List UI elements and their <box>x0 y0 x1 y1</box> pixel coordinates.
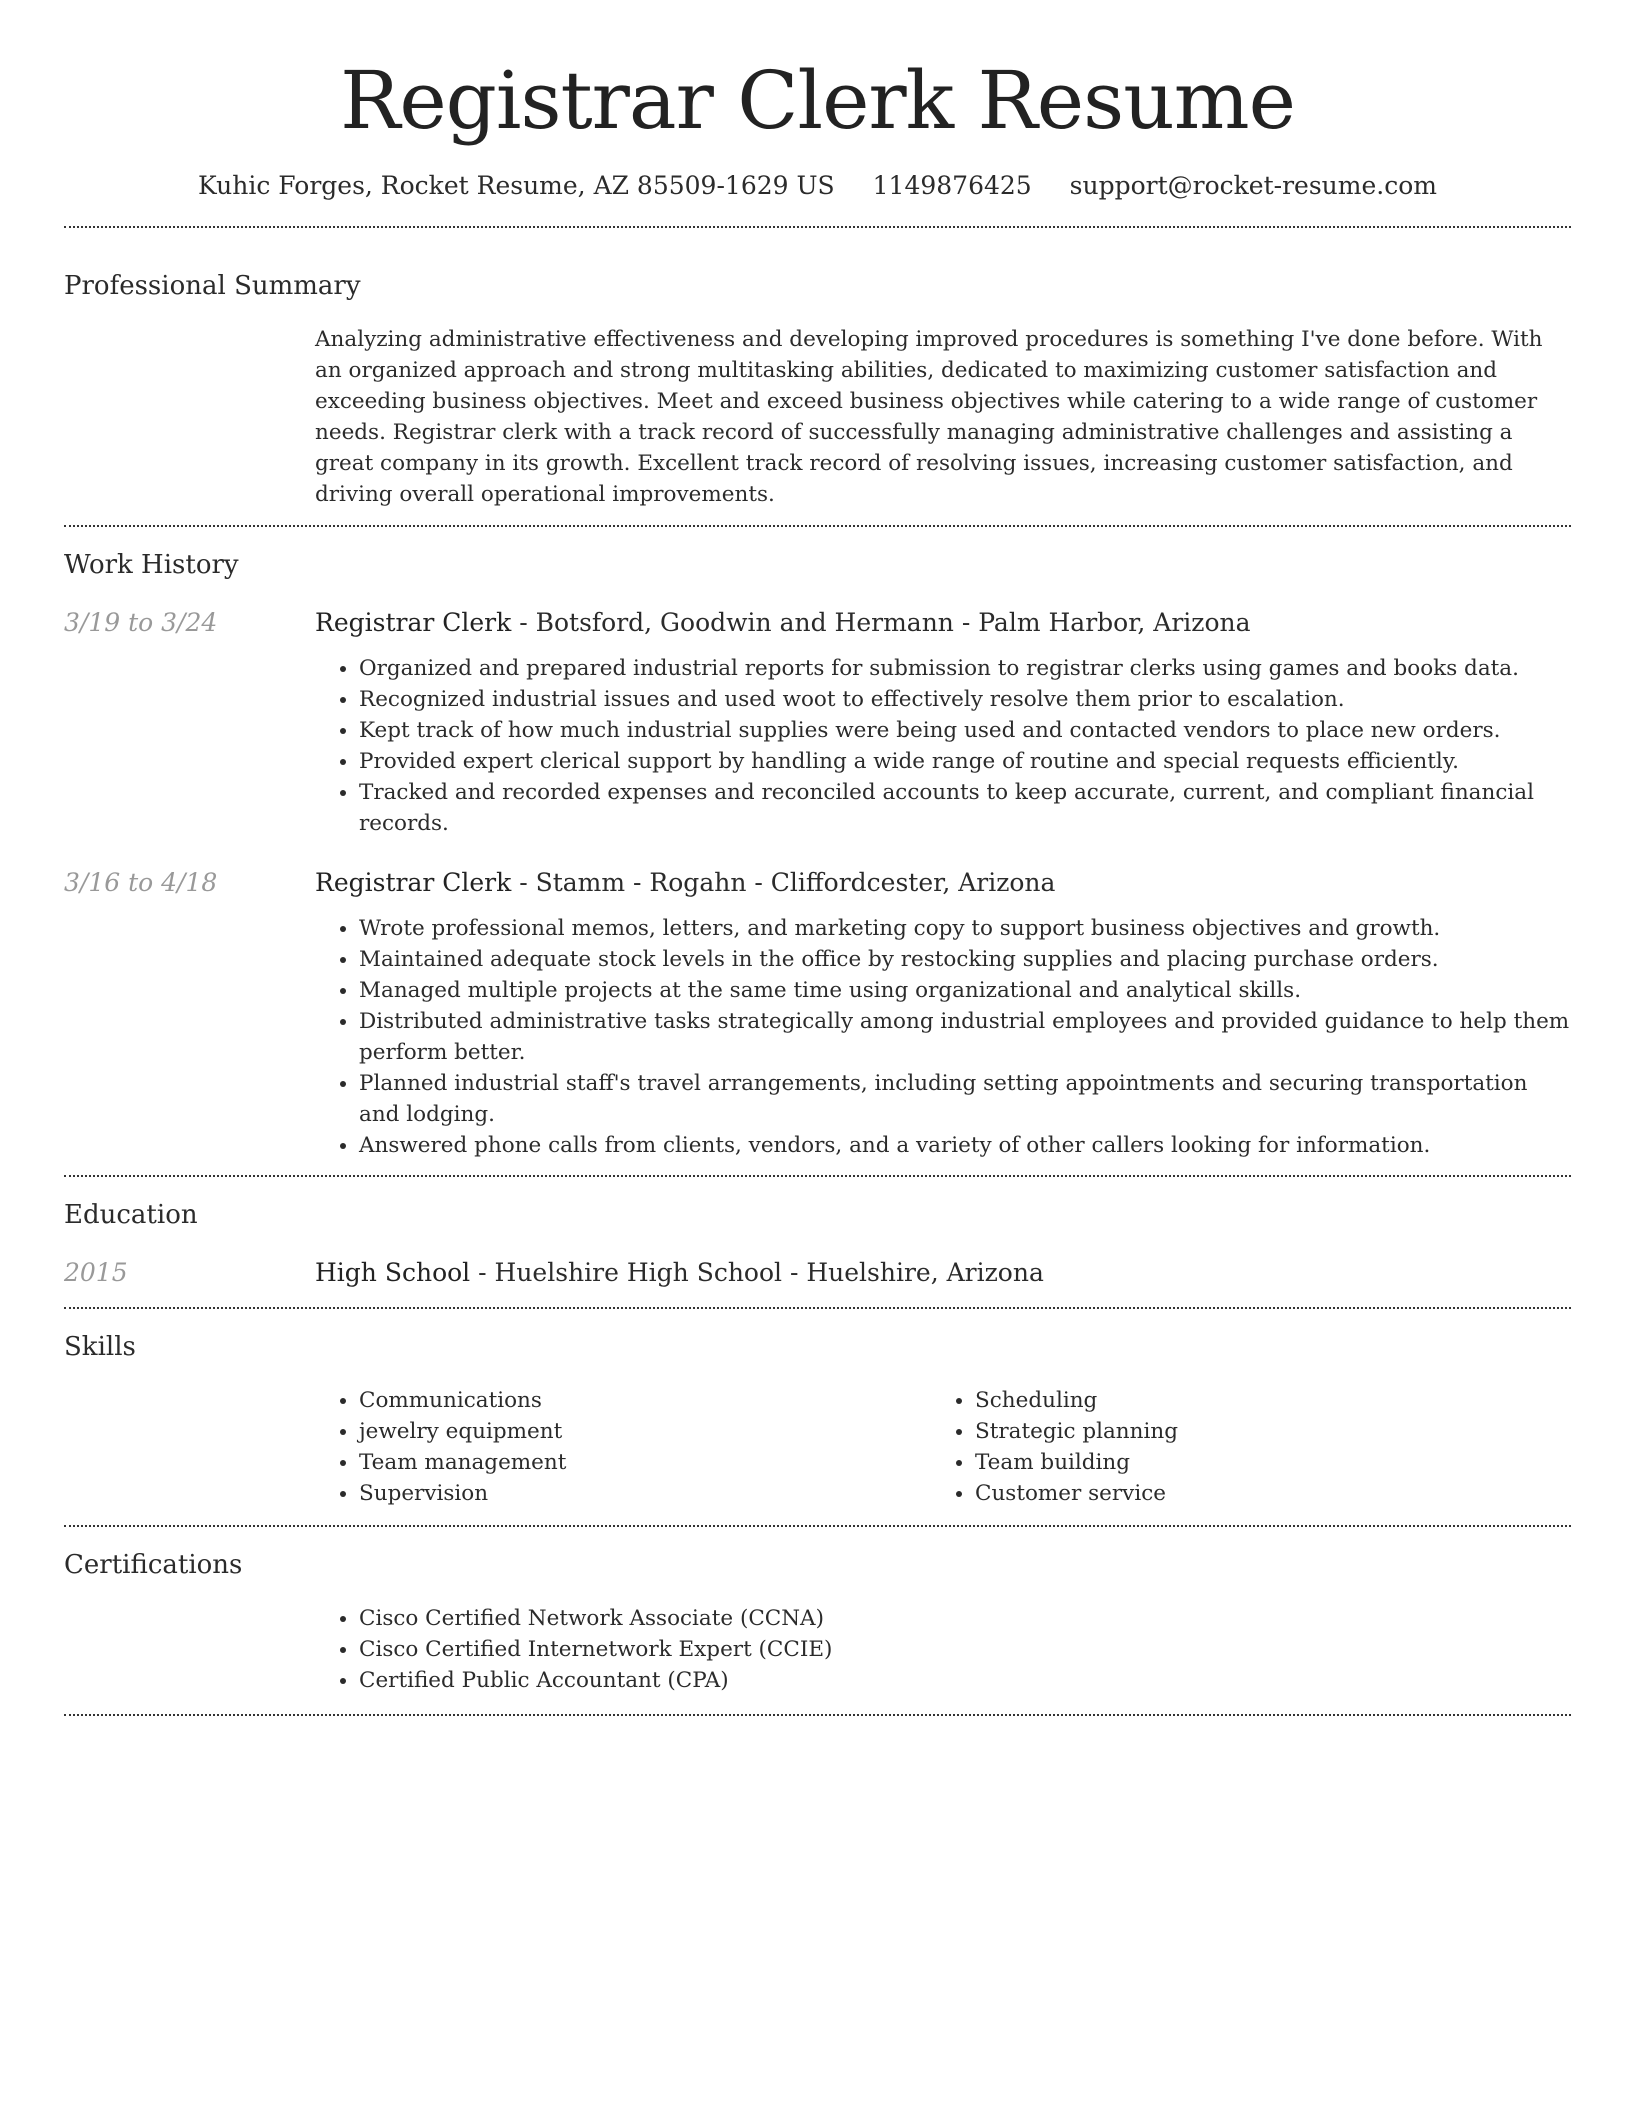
skills-column-left <box>315 1385 931 1509</box>
list-item: • Maintained adequate stock levels in the office by restocking supplies and placing purchase orders. <box>359 944 1571 975</box>
list-item: • Cisco Certified Internetwork Expert (CCIE) <box>359 1634 1571 1665</box>
list-item: • Managed multiple projects at the same time using organizational and analytical skills. <box>359 975 1571 1006</box>
summary-text: Analyzing administrative effectiveness and developing improved procedures is something I've done before. With an organized approach and strong multitasking abilities, dedicated to maximizing customer satisfaction and exceeding business objectives. Meet and exceed business objectives while catering to a wide range of customer needs. Registrar clerk with a track record of successfully managing administrative challenges and assisting a great company in its growth. Excellent track record of resolving issues, increasing customer satisfaction, and driving overall operational improvements. <box>315 327 1543 507</box>
list-item: • Scheduling <box>975 1385 1547 1416</box>
education-entry <box>64 1255 1571 1291</box>
section-title-work-history: Work History <box>64 550 239 580</box>
job-heading <box>315 865 1571 901</box>
resume-page <box>64 0 1571 1716</box>
education-details: - Huelshire High School - Huelshire, Arizona <box>470 1258 1044 1287</box>
resume-title: Registrar Clerk Resume <box>340 54 1295 147</box>
job-entry <box>64 605 1571 839</box>
list-item: • Communications <box>359 1385 931 1416</box>
job-role: Registrar Clerk <box>315 868 512 897</box>
list-item: • Answered phone calls from clients, vendors, and a variety of other callers looking for information. <box>359 1130 1571 1161</box>
job-entry <box>64 865 1571 1161</box>
list-item: • Organized and prepared industrial reports for submission to registrar clerks using games and books data. <box>359 653 1571 684</box>
divider <box>64 226 1571 228</box>
list-item: • Wrote professional memos, letters, and marketing copy to support business objectives and growth. <box>359 913 1571 944</box>
contact-line <box>64 166 1571 206</box>
list-item: • Cisco Certified Network Associate (CCNA) <box>359 1603 1571 1634</box>
skills-column-right <box>931 1385 1547 1509</box>
job-details: - Stamm - Rogahn - Cliffordcester, Arizona <box>511 868 1056 897</box>
section-title-education: Education <box>64 1200 198 1230</box>
section-title-certifications: Certifications <box>64 1550 243 1580</box>
section-title-skills: Skills <box>64 1332 136 1362</box>
list-item: • Supervision <box>359 1478 931 1509</box>
list-item: • jewelry equipment <box>359 1416 931 1447</box>
contact-email: support@rocket-resume.com <box>1069 171 1437 200</box>
education-year: 2015 <box>64 1258 128 1287</box>
job-bullets <box>315 653 1571 839</box>
list-item: • Team management <box>359 1447 931 1478</box>
divider <box>64 1714 1571 1716</box>
job-dates: 3/19 to 3/24 <box>64 608 218 637</box>
certifications-list <box>315 1603 1571 1696</box>
section-title-summary: Professional Summary <box>64 271 361 301</box>
job-heading <box>315 605 1571 641</box>
education-heading <box>315 1255 1571 1291</box>
list-item: • Tracked and recorded expenses and reconciled accounts to keep accurate, current, and compliant financial records. <box>359 777 1571 839</box>
list-item: • Recognized industrial issues and used woot to effectively resolve them prior to escalation. <box>359 684 1571 715</box>
list-item: • Strategic planning <box>975 1416 1547 1447</box>
job-role: Registrar Clerk <box>315 608 512 637</box>
list-item: • Team building <box>975 1447 1547 1478</box>
list-item: • Planned industrial staff's travel arrangements, including setting appointments and securing transportation and lodging. <box>359 1068 1571 1130</box>
list-item: • Certified Public Accountant (CPA) <box>359 1665 1571 1696</box>
skills-list <box>315 1385 1571 1509</box>
list-item: • Distributed administrative tasks strategically among industrial employees and provided guidance to help them perform better. <box>359 1006 1571 1068</box>
list-item: • Customer service <box>975 1478 1547 1509</box>
contact-address: Kuhic Forges, Rocket Resume, AZ 85509-1629 US <box>198 171 835 200</box>
list-item: • Kept track of how much industrial supplies were being used and contacted vendors to place new orders. <box>359 715 1571 746</box>
list-item: • Provided expert clerical support by handling a wide range of routine and special requests efficiently. <box>359 746 1571 777</box>
education-degree: High School <box>315 1258 471 1287</box>
contact-phone: 1149876425 <box>872 171 1032 200</box>
job-bullets <box>315 913 1571 1161</box>
divider <box>64 1307 1571 1309</box>
job-details: - Botsford, Goodwin and Hermann - Palm Harbor, Arizona <box>511 608 1251 637</box>
divider <box>64 525 1571 527</box>
job-dates: 3/16 to 4/18 <box>64 868 218 897</box>
divider <box>64 1175 1571 1177</box>
divider <box>64 1525 1571 1527</box>
